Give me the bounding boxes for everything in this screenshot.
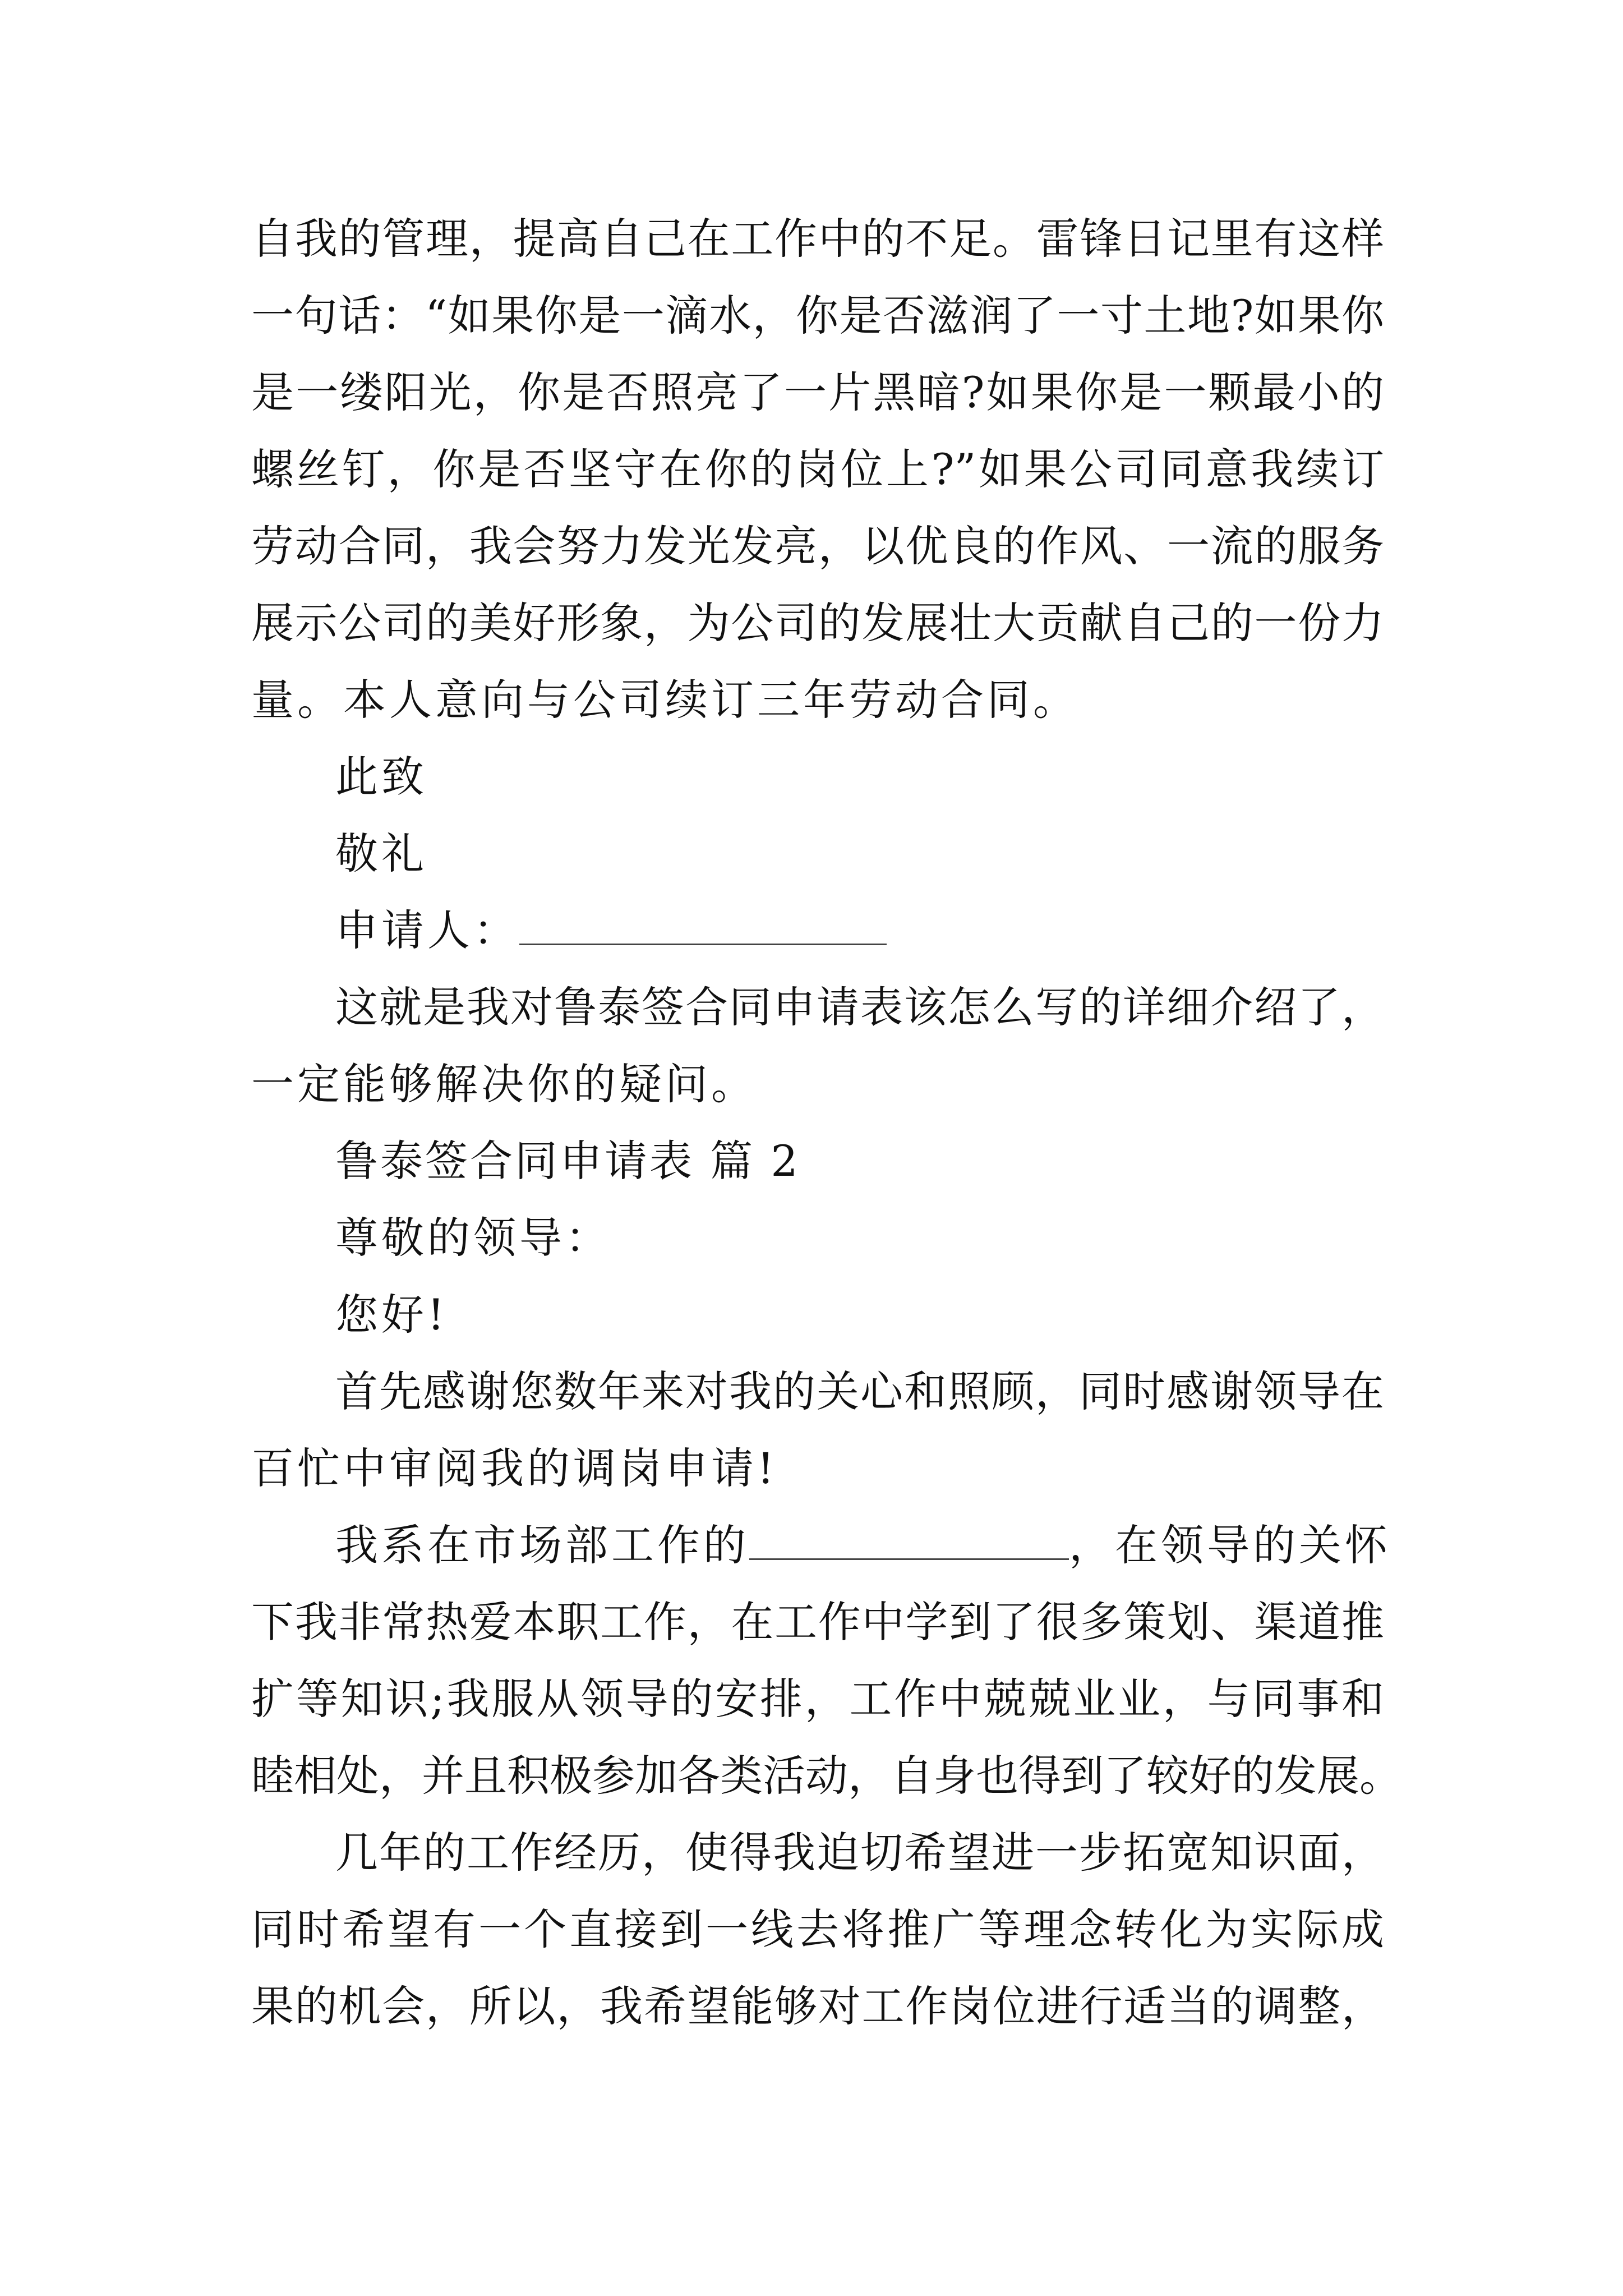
- paragraph-line: 同时希望有一个直接到一线去将推广等理念转化为实际成: [251, 1904, 1384, 1954]
- paragraph-line: 量。本人意向与公司续订三年劳动合同。: [251, 675, 1079, 725]
- paragraph-line: 扩等知识;我服从领导的安排，工作中兢兢业业，与同事和: [251, 1674, 1384, 1724]
- paragraph-line: 这就是我对鲁泰签合同申请表该怎么写的详细介绍了，: [335, 982, 1384, 1032]
- paragraph-line: 下我非常热爱本职工作，在工作中学到了很多策划、渠道推: [251, 1597, 1384, 1647]
- paragraph-text-before-blank: 我系在市场部工作的: [335, 1520, 749, 1570]
- paragraph-line: 百忙中审阅我的调岗申请!: [251, 1443, 778, 1493]
- paragraph-line: 螺丝钉，你是否坚守在你的岗位上?”如果公司同意我续订: [251, 444, 1384, 494]
- document-page: [251, 0, 1402, 2296]
- paragraph-line: 一定能够解决你的疑问。: [251, 1059, 757, 1109]
- paragraph-line: 果的机会，所以，我希望能够对工作岗位进行适当的调整，: [251, 1981, 1384, 2031]
- closing-salutation: 此致: [335, 752, 427, 802]
- greeting-recipient: 尊敬的领导：: [335, 1213, 611, 1263]
- position-blank: [749, 1525, 1069, 1560]
- paragraph-line-with-blank: [335, 1515, 1391, 1576]
- paragraph-line: 劳动合同，我会努力发光发亮，以优良的作风、一流的服务: [251, 521, 1384, 571]
- applicant-blank: [519, 910, 887, 945]
- section-heading: 鲁泰签合同申请表 篇 2: [335, 1136, 800, 1186]
- paragraph-line: 是一缕阳光，你是否照亮了一片黑暗?如果你是一颗最小的: [251, 367, 1384, 417]
- applicant-label: 申请人：: [335, 905, 519, 955]
- paragraph-line: 一句话：“如果你是一滴水，你是否滋润了一寸土地?如果你: [251, 291, 1384, 341]
- paragraph-text-after-blank: ，在领导的关怀: [1069, 1520, 1391, 1570]
- paragraph-line: 几年的工作经历，使得我迫切希望进一步拓宽知识面，: [335, 1828, 1384, 1878]
- applicant-line: [335, 900, 887, 961]
- paragraph-line: 睦相处，并且积极参加各类活动，自身也得到了较好的发展。: [251, 1751, 1402, 1801]
- paragraph-line: 自我的管理，提高自己在工作中的不足。雷锋日记里有这样: [251, 214, 1384, 264]
- closing-regards: 敬礼: [335, 829, 427, 878]
- paragraph-line: 展示公司的美好形象，为公司的发展壮大贡献自己的一份力: [251, 598, 1384, 648]
- greeting-line: 您好!: [335, 1290, 448, 1340]
- paragraph-line: 首先感谢您数年来对我的关心和照顾，同时感谢领导在: [335, 1366, 1384, 1416]
